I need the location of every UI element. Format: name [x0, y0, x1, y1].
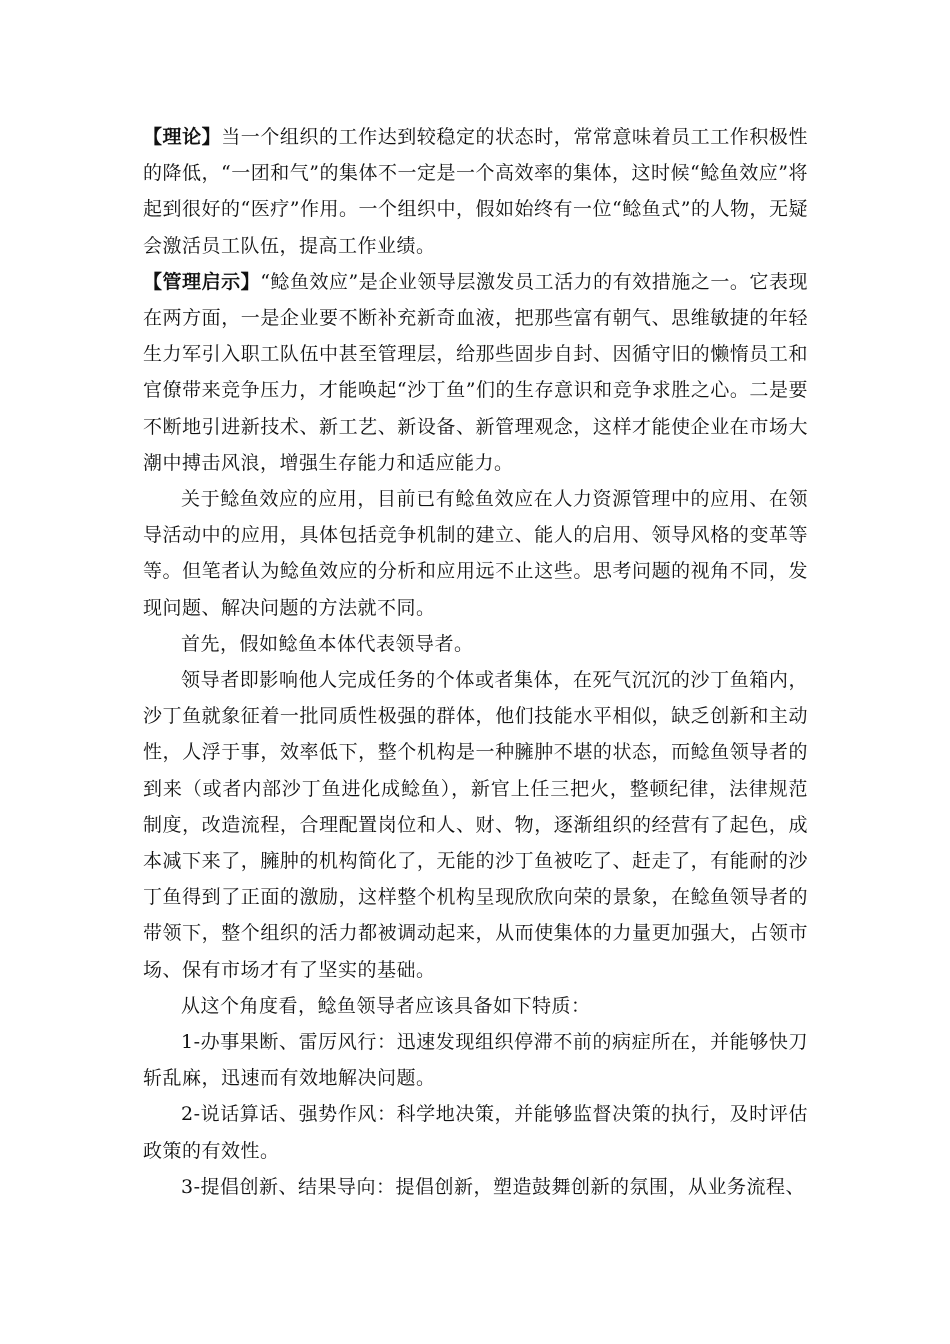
- trait-item: 2-说话算话、强势作风：科学地决策，并能够监督决策的执行，及时评估政策的有效性。: [143, 1103, 808, 1162]
- body-paragraph: 领导者即影响他人完成任务的个体或者集体，在死气沉沉的沙丁鱼箱内，沙丁鱼就象征着一批同质性极强的群体，他们技能水平相似，缺乏创新和主动性，人浮于事，效率低下，整个机构是一种臃肿不堪的状态，而鲶鱼领导者的到来（或者内部沙丁鱼进化成鲶鱼），新官上任三把火，整顿纪律，法律规范制度，改造流程，合理配置岗位和人、财、物，逐渐组织的经营有了起色，成本减下来了，臃肿的机构简化了，无能的沙丁鱼被吃了、赶走了，有能耐的沙丁鱼得到了正面的激励，这样整个机构呈现欣欣向荣的景象，在鲶鱼领导者的带领下，整个组织的活力都被调动起来，从而使集体的力量更加强大，占领市场、保有市场才有了坚实的基础。: [143, 669, 808, 981]
- management-paragraph: [143, 264, 808, 481]
- theory-text: 当一个组织的工作达到较稳定的状态时，常常意味着员工工作积极性的降低，“一团和气”的集体不一定是一个高效率的集体，这时候“鲶鱼效应”将起到很好的“医疗”作用。一个组织中，假如始终有一位“鲶鱼式”的人物，无疑会激活员工队伍，提高工作业绩。: [143, 126, 808, 257]
- management-text: “鲶鱼效应”是企业领导层激发员工活力的有效措施之一。它表现在两方面，一是企业要不断补充新奇血液，把那些富有朝气、思维敏捷的年轻生力军引入职工队伍中甚至管理层，给那些固步自封、因循守旧的懒惰员工和官僚带来竞争压力，才能唤起“沙丁鱼”们的生存意识和竞争求胜之心。二是要不断地引进新技术、新工艺、新设备、新管理观念，这样才能使企业在市场大潮中搏击风浪，增强生存能力和适应能力。: [143, 270, 808, 474]
- trait-item: 1-办事果断、雷厉风行：迅速发现组织停滞不前的病症所在，并能够快刀斩乱麻，迅速而有效地解决问题。: [143, 1031, 808, 1090]
- management-label: 【管理启示】: [143, 270, 261, 293]
- document-body: [143, 119, 808, 1205]
- theory-paragraph: [143, 119, 808, 264]
- theory-label: 【理论】: [143, 126, 222, 148]
- trait-item: 3-提倡创新、结果导向：提倡创新，塑造鼓舞创新的氛围，从业务流程、: [181, 1175, 806, 1198]
- body-paragraph: 从这个角度看，鲶鱼领导者应该具备如下特质：: [181, 994, 591, 1017]
- body-paragraph: 关于鲶鱼效应的应用，目前已有鲶鱼效应在人力资源管理中的应用、在领导活动中的应用，具体包括竞争机制的建立、能人的启用、领导风格的变革等等。但笔者认为鲶鱼效应的分析和应用远不止这些。思考问题的视角不同，发现问题、解决问题的方法就不同。: [143, 488, 808, 619]
- body-paragraph: 首先，假如鲶鱼本体代表领导者。: [181, 632, 474, 655]
